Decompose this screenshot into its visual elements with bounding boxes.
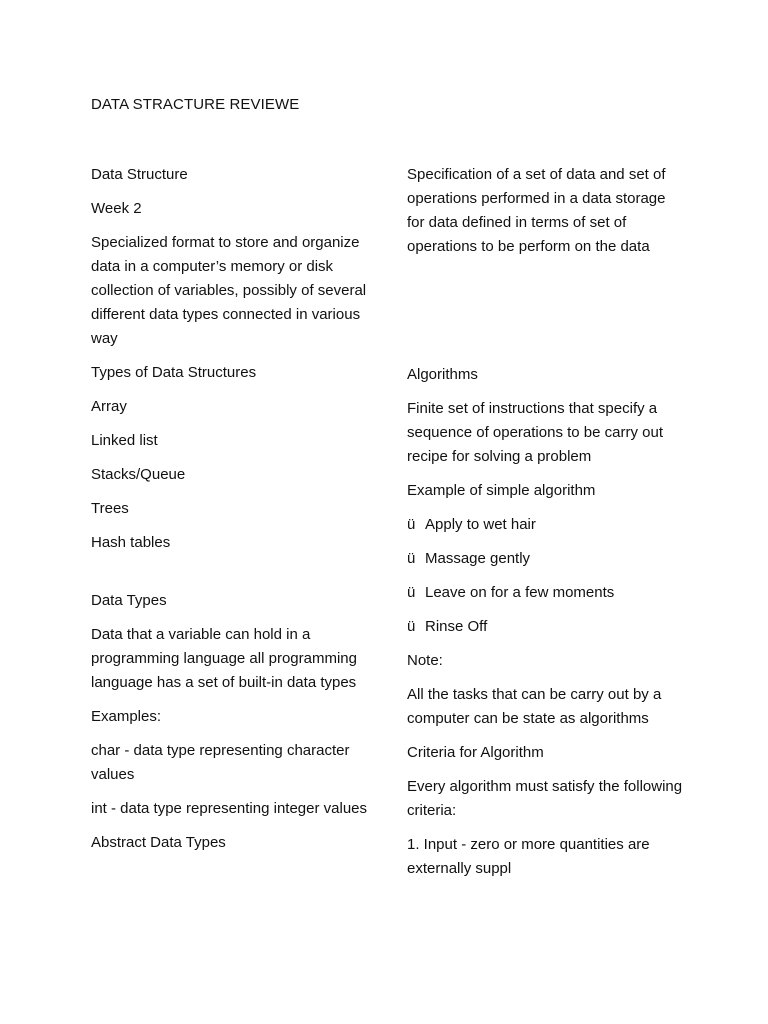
check-bullet-icon: ü [407,516,416,533]
type-item-hash-tables: Hash tables [91,534,171,551]
data-types-definition: Data that a variable can hold in a programming language all programming language has a set of built-in data types [91,626,357,691]
type-item-linked-list: Linked list [91,432,158,449]
example-int: int - data type representing integer values [91,800,367,817]
step-label: Apply to wet hair [425,516,536,533]
right-column [407,163,687,891]
step-label: Leave on for a few moments [425,584,615,601]
spacer [91,565,376,589]
check-bullet-icon: ü [407,584,416,601]
week-label: Week 2 [91,200,142,217]
example-heading: Example of simple algorithm [407,482,596,499]
data-structure-definition: Specialized format to store and organize data in a computer’s memory or disk collection of variables, possibly of several different data types connected in various way [91,234,367,347]
step-item [407,581,687,605]
example-char: char - data type representing character values [91,742,350,783]
data-types-heading: Data Types [91,592,167,609]
left-column [91,163,376,865]
type-item-array: Array [91,398,127,415]
step-label: Massage gently [425,550,531,567]
check-bullet-icon: ü [407,618,416,635]
algorithms-definition: Finite set of instructions that specify a sequence of operations to be carry out recipe for solving a problem [407,400,663,465]
note-heading: Note: [407,652,443,669]
adt-heading: Abstract Data Types [91,834,226,851]
check-bullet-icon: ü [407,550,416,567]
type-item-stacks-queue: Stacks/Queue [91,466,186,483]
type-item-trees: Trees [91,500,129,517]
step-label: Rinse Off [425,618,488,635]
data-structure-heading: Data Structure [91,166,188,183]
step-item [407,513,687,537]
types-heading: Types of Data Structures [91,364,257,381]
criteria-heading: Criteria for Algorithm [407,744,544,761]
adt-definition: Specification of a set of data and set of operations performed in a data storage for data defined in terms of set of operations to be perform on the data [407,166,666,255]
step-item [407,547,687,571]
examples-heading: Examples: [91,708,162,725]
criteria-text: Every algorithm must satisfy the following criteria: [407,778,683,819]
step-item [407,615,687,639]
algorithms-heading: Algorithms [407,366,478,383]
spacer [407,269,687,363]
criteria-item-1: 1. Input - zero or more quantities are externally suppl [407,836,650,877]
document-title: DATA STRACTURE REVIEWE [91,96,300,113]
note-text: All the tasks that can be carry out by a computer can be state as algorithms [407,686,662,727]
